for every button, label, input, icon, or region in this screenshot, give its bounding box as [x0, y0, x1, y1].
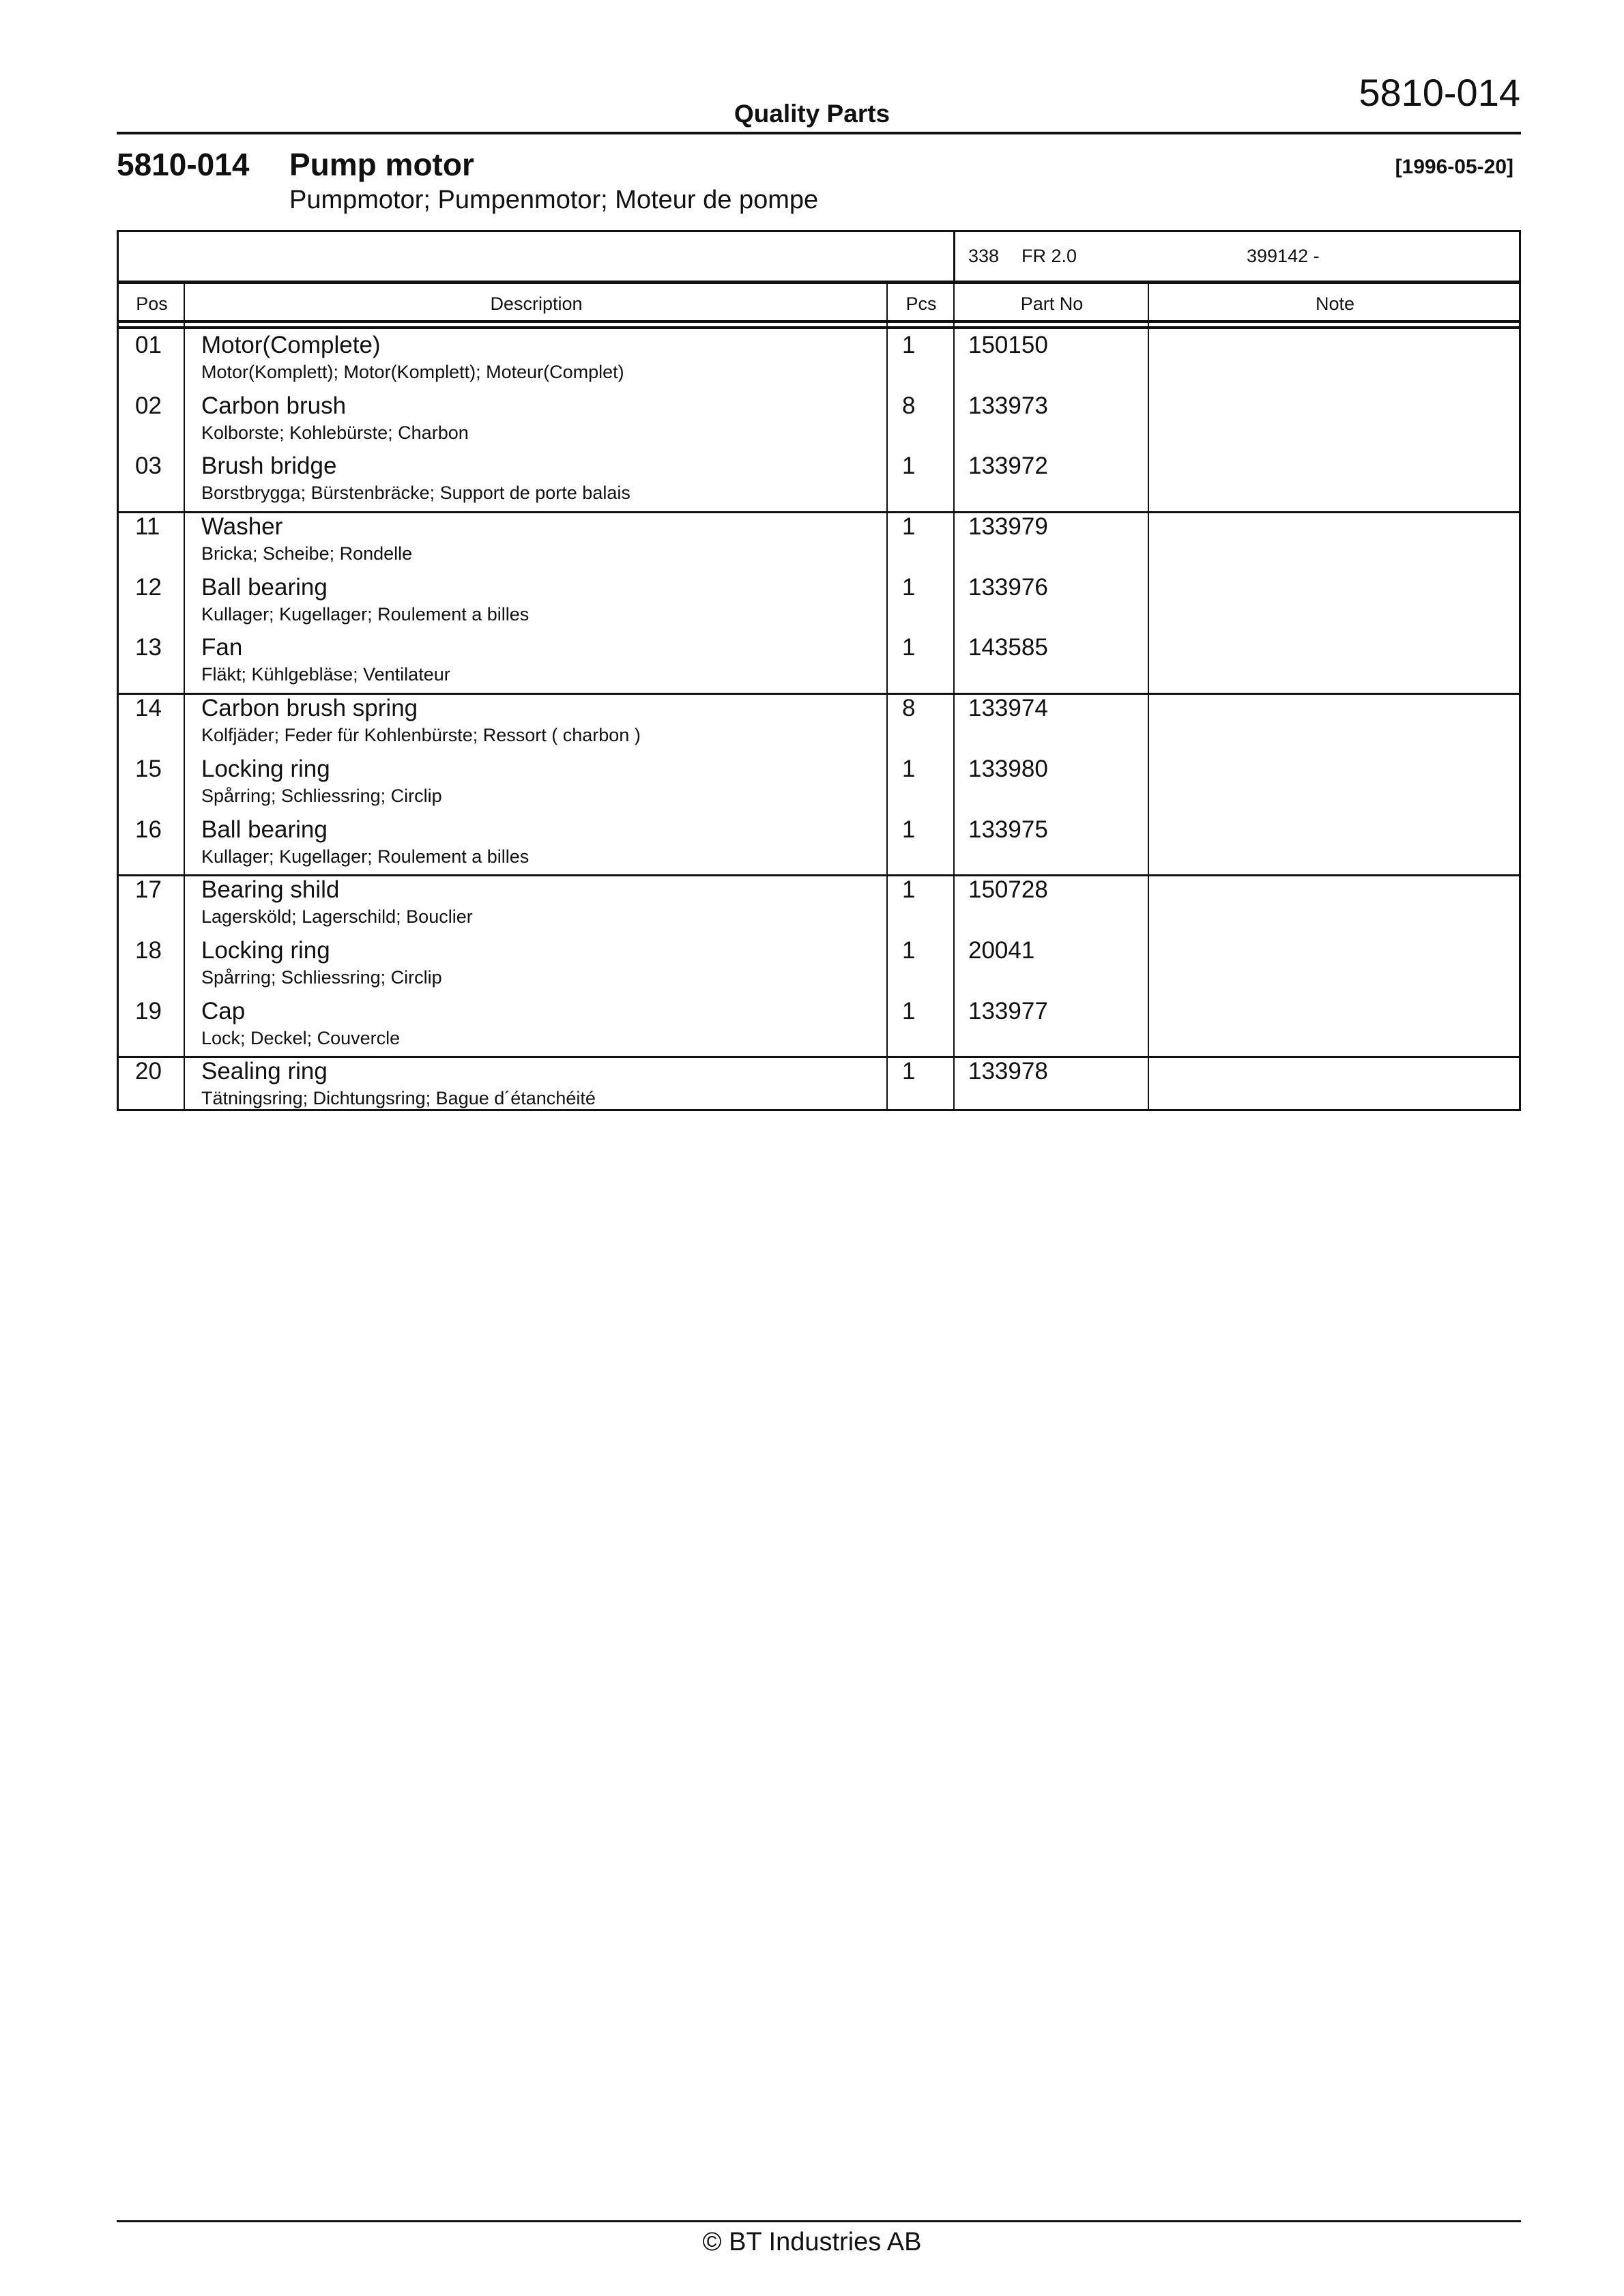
row-group [119, 695, 1519, 876]
row-translations: Kolfjäder; Feder für Kohlenbürste; Ressort ( charbon ) [201, 725, 641, 746]
row-pcs: 1 [902, 453, 916, 480]
row-part-no: 133977 [968, 997, 1048, 1024]
table-header [119, 284, 1519, 323]
table-row [119, 998, 1519, 1059]
col-description: Description [490, 293, 583, 314]
row-part-no: 133975 [968, 816, 1048, 843]
row-description: Locking ring [201, 936, 330, 964]
table-row [119, 816, 1519, 877]
row-part-no: 133972 [968, 453, 1048, 480]
row-pos: 16 [135, 816, 162, 843]
row-pcs: 8 [902, 695, 916, 722]
row-translations: Spårring; Schliessring; Circlip [201, 785, 442, 806]
row-pcs: 1 [902, 876, 916, 904]
row-pos: 13 [135, 634, 162, 661]
row-group [119, 876, 1519, 1058]
document-number: 5810-014 [1359, 71, 1520, 114]
row-description: Cap [201, 997, 246, 1024]
table-row [119, 513, 1519, 574]
row-group [119, 1058, 1519, 1119]
row-part-no: 133978 [968, 1058, 1048, 1085]
row-pos: 14 [135, 695, 162, 722]
row-pcs: 1 [902, 816, 916, 843]
row-description: Ball bearing [201, 816, 328, 843]
header-divider [117, 132, 1521, 134]
row-part-no: 133976 [968, 573, 1048, 601]
col-pcs: Pcs [905, 293, 937, 314]
row-description: Carbon brush spring [201, 695, 418, 722]
info-serial: 399142 - [1247, 246, 1320, 266]
row-description: Motor(Complete) [201, 332, 381, 358]
table-row [119, 756, 1519, 816]
row-translations: Lagersköld; Lagerschild; Bouclier [201, 906, 473, 928]
row-description: Washer [201, 513, 283, 541]
row-translations: Spårring; Schliessring; Circlip [201, 966, 442, 988]
row-translations: Kullager; Kugellager; Roulement a billes [201, 846, 530, 867]
info-model: 338 [968, 246, 1000, 266]
title-translations: Pumpmotor; Pumpenmotor; Moteur de pompe [289, 186, 819, 214]
table-row [119, 1058, 1519, 1119]
row-pcs: 1 [902, 936, 916, 964]
section-title: Quality Parts [734, 100, 890, 128]
info-variant: FR 2.0 [1021, 246, 1077, 266]
copyright: © BT Industries AB [702, 2228, 922, 2256]
row-pos: 03 [135, 453, 162, 480]
page-title: Pump motor [289, 147, 474, 182]
row-description: Sealing ring [201, 1058, 328, 1085]
row-translations: Kolborste; Kohlebürste; Charbon [201, 422, 469, 443]
row-pos: 01 [135, 332, 162, 358]
col-part-no: Part No [1020, 293, 1084, 314]
row-translations: Motor(Komplett); Motor(Komplett); Moteur(Complet) [201, 362, 624, 382]
table-row [119, 876, 1519, 937]
row-group [119, 332, 1519, 513]
row-group [119, 513, 1519, 695]
parts-table [117, 230, 1521, 1111]
info-row [119, 232, 1519, 284]
row-description: Ball bearing [201, 573, 328, 601]
row-pos: 12 [135, 573, 162, 601]
row-description: Carbon brush [201, 392, 347, 419]
row-pcs: 1 [902, 573, 916, 601]
row-part-no: 133973 [968, 392, 1048, 419]
row-part-no: 133979 [968, 513, 1048, 541]
table-row [119, 453, 1519, 513]
table-row [119, 695, 1519, 756]
row-part-no: 20041 [968, 936, 1035, 964]
table-row [119, 937, 1519, 998]
title-code: 5810-014 [117, 147, 250, 182]
row-pos: 19 [135, 997, 162, 1024]
row-pcs: 1 [902, 332, 916, 358]
row-description: Fan [201, 634, 243, 661]
title-date: [1996-05-20] [1395, 156, 1513, 178]
row-translations: Borstbrygga; Bürstenbräcke; Support de porte balais [201, 483, 630, 504]
row-description: Bearing shild [201, 876, 340, 904]
row-translations: Fläkt; Kühlgebläse; Ventilateur [201, 664, 450, 685]
table-row [119, 574, 1519, 635]
table-row [119, 634, 1519, 695]
col-note: Note [1315, 293, 1355, 314]
row-pcs: 8 [902, 392, 916, 419]
row-translations: Lock; Deckel; Couvercle [201, 1027, 401, 1048]
row-translations: Tätningsring; Dichtungsring; Bague d´étanchéité [201, 1088, 596, 1109]
row-part-no: 133980 [968, 755, 1048, 782]
row-pos: 17 [135, 876, 162, 904]
row-part-no: 143585 [968, 634, 1048, 661]
row-pcs: 1 [902, 755, 916, 782]
row-pos: 11 [135, 513, 160, 541]
footer-divider [117, 2220, 1521, 2222]
row-pcs: 1 [902, 634, 916, 661]
row-translations: Bricka; Scheibe; Rondelle [201, 543, 413, 564]
row-translations: Kullager; Kugellager; Roulement a billes [201, 603, 530, 625]
row-pcs: 1 [902, 513, 916, 541]
col-pos: Pos [136, 293, 168, 314]
row-description: Locking ring [201, 755, 330, 782]
row-pos: 15 [135, 755, 162, 782]
row-part-no: 133974 [968, 695, 1048, 722]
row-pos: 02 [135, 392, 162, 419]
row-description: Brush bridge [201, 453, 337, 480]
row-pos: 18 [135, 936, 162, 964]
table-row [119, 332, 1519, 392]
table-row [119, 392, 1519, 453]
row-pcs: 1 [902, 1058, 916, 1085]
row-pos: 20 [135, 1058, 162, 1085]
row-part-no: 150150 [968, 332, 1048, 358]
row-pcs: 1 [902, 997, 916, 1024]
row-part-no: 150728 [968, 876, 1048, 904]
